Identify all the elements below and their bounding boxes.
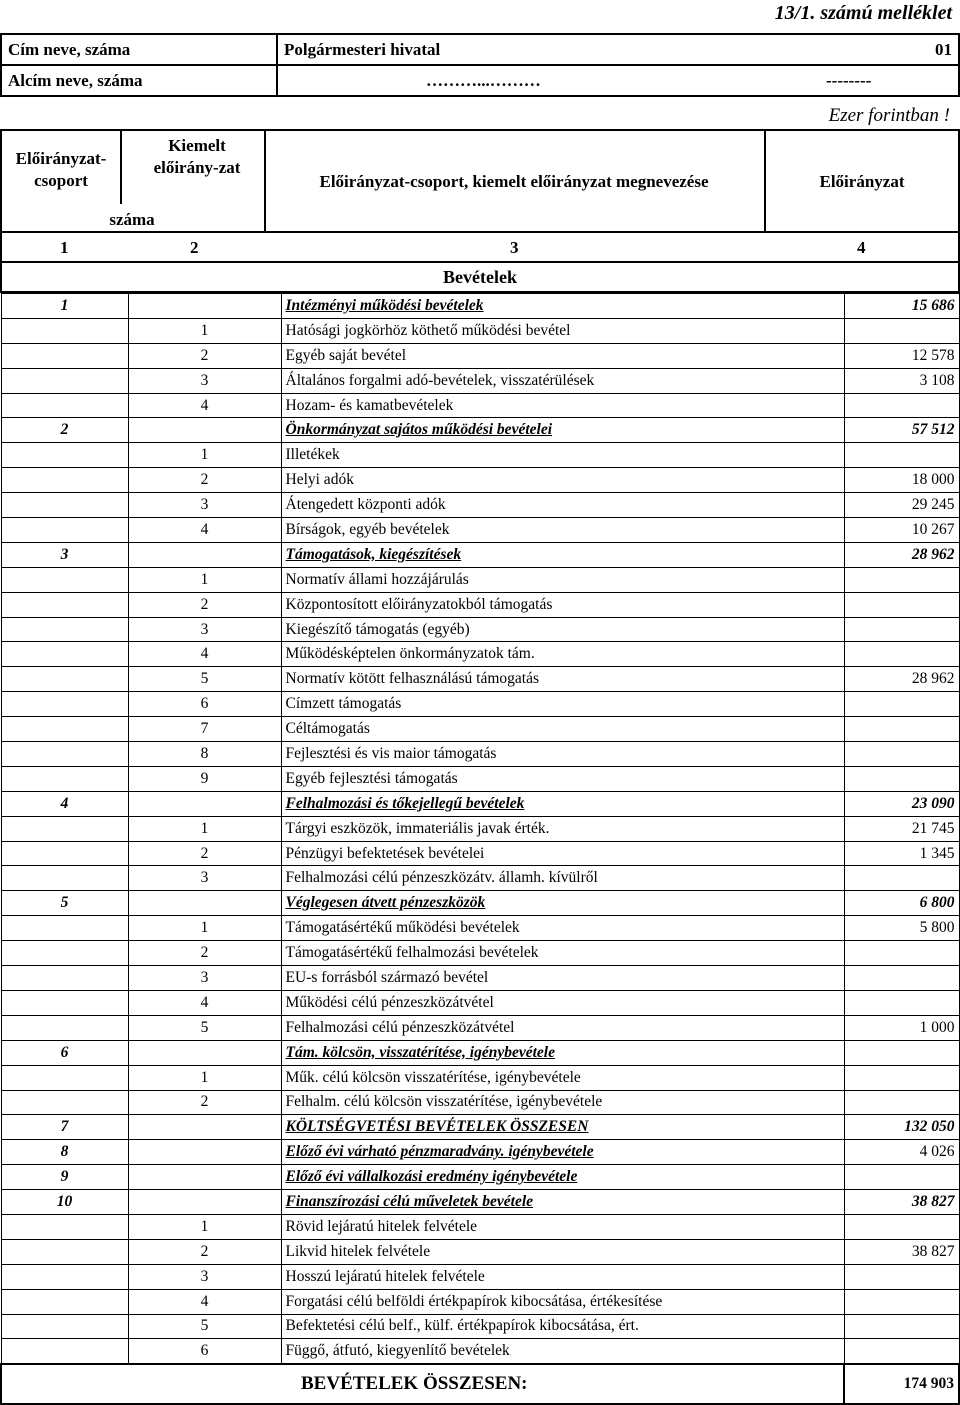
total-spacer	[1, 1364, 281, 1404]
group-number	[1, 368, 128, 393]
item-number: 4	[128, 393, 281, 418]
item-number	[128, 542, 281, 567]
item-row	[1, 692, 959, 717]
item-number: 3	[128, 1264, 281, 1289]
row-name: Helyi adók	[281, 468, 844, 493]
title-row	[1, 34, 959, 65]
item-number: 1	[128, 816, 281, 841]
row-name: Intézményi működési bevételek	[281, 294, 844, 319]
row-amount	[844, 941, 959, 966]
row-amount	[844, 567, 959, 592]
row-name: Támogatásértékű felhalmozási bevételek	[281, 941, 844, 966]
amount-header: Előirányzat	[819, 172, 905, 191]
row-name: Normatív kötött felhasználású támogatás	[281, 667, 844, 692]
row-name: Előző évi várható pénzmaradvány. igénybevétele	[281, 1140, 844, 1165]
row-name: Önkormányzat sajátos működési bevételei	[281, 418, 844, 443]
row-name: Fejlesztési és vis maior támogatás	[281, 742, 844, 767]
row-name: Általános forgalmi adó-bevételek, visszatérülések	[281, 368, 844, 393]
row-amount: 23 090	[844, 791, 959, 816]
item-row	[1, 1090, 959, 1115]
row-name: Likvid hitelek felvétele	[281, 1239, 844, 1264]
row-name: Műk. célú kölcsön visszatérítése, igénybevétele	[281, 1065, 844, 1090]
row-amount: 18 000	[844, 468, 959, 493]
item-number: 4	[128, 1289, 281, 1314]
item-number: 3	[128, 966, 281, 991]
item-number: 4	[128, 990, 281, 1015]
group-number	[1, 717, 128, 742]
item-row	[1, 941, 959, 966]
row-name: Céltámogatás	[281, 717, 844, 742]
total-amount: 174 903	[844, 1364, 959, 1404]
item-row	[1, 443, 959, 468]
row-name: Pénzügyi befektetések bevételei	[281, 841, 844, 866]
col-num-1: 1	[60, 238, 69, 257]
group-row	[1, 1040, 959, 1065]
item-number: 5	[128, 1015, 281, 1040]
item-row	[1, 343, 959, 368]
annex-title: 13/1. számú melléklet	[774, 2, 952, 24]
item-number: 1	[128, 916, 281, 941]
group-number	[1, 742, 128, 767]
item-row	[1, 841, 959, 866]
row-name: Tárgyi eszközök, immateriális javak érték.	[281, 816, 844, 841]
group-number	[1, 692, 128, 717]
group-number	[1, 592, 128, 617]
item-number: 1	[128, 1214, 281, 1239]
row-name: Finanszírozási célú műveletek bevétele	[281, 1190, 844, 1215]
item-number: 2	[128, 841, 281, 866]
row-name: Normatív állami hozzájárulás	[281, 567, 844, 592]
row-amount: 1 345	[844, 841, 959, 866]
item-number: 4	[128, 642, 281, 667]
row-name: Címzett támogatás	[281, 692, 844, 717]
row-amount: 10 267	[844, 518, 959, 543]
group-number	[1, 841, 128, 866]
row-name: Egyéb saját bevétel	[281, 343, 844, 368]
item-row	[1, 567, 959, 592]
row-name: Felhalmozási célú pénzeszközátv. államh. kívülről	[281, 866, 844, 891]
group-number	[1, 966, 128, 991]
row-name: Véglegesen átvett pénzeszközök	[281, 891, 844, 916]
column-numbers	[0, 233, 960, 263]
column-header	[0, 129, 960, 233]
row-amount	[844, 1314, 959, 1339]
row-amount: 28 962	[844, 542, 959, 567]
group-number: 2	[1, 418, 128, 443]
item-row	[1, 592, 959, 617]
group-number: 1	[1, 294, 128, 319]
item-number: 2	[128, 343, 281, 368]
row-amount	[844, 642, 959, 667]
col-num-2: 2	[190, 238, 199, 257]
group-number	[1, 518, 128, 543]
row-amount: 6 800	[844, 891, 959, 916]
group-number	[1, 1065, 128, 1090]
number-header: száma	[109, 210, 155, 229]
group-row	[1, 1165, 959, 1190]
group-row	[1, 1115, 959, 1140]
income-table	[0, 293, 960, 1405]
row-amount: 28 962	[844, 667, 959, 692]
row-name: Felhalm. célú kölcsön visszatérítése, igénybevétele	[281, 1090, 844, 1115]
row-amount	[844, 1214, 959, 1239]
row-amount	[844, 966, 959, 991]
row-name: Átengedett központi adók	[281, 493, 844, 518]
row-amount	[844, 617, 959, 642]
item-number	[128, 891, 281, 916]
group-number: 6	[1, 1040, 128, 1065]
item-number: 9	[128, 766, 281, 791]
row-amount	[844, 866, 959, 891]
item-row	[1, 766, 959, 791]
row-amount: 4 026	[844, 1140, 959, 1165]
row-amount: 3 108	[844, 368, 959, 393]
row-name: Egyéb fejlesztési támogatás	[281, 766, 844, 791]
highlighted-header: Kiemelt előirány-zat	[153, 136, 241, 177]
item-number: 6	[128, 1339, 281, 1364]
unit-label: Ezer forintban !	[828, 105, 950, 126]
row-amount: 15 686	[844, 294, 959, 319]
row-name: Működési célú pénzeszközátvétel	[281, 990, 844, 1015]
subtitle-row	[1, 65, 959, 96]
row-name: Kiegészítő támogatás (egyéb)	[281, 617, 844, 642]
item-row	[1, 493, 959, 518]
row-amount	[844, 1165, 959, 1190]
row-name: Előző évi vállalkozási eredmény igénybevétele	[281, 1165, 844, 1190]
name-header: Előirányzat-csoport, kiemelt előirányzat megnevezése	[319, 172, 709, 191]
item-number: 2	[128, 592, 281, 617]
row-amount	[844, 1339, 959, 1364]
row-amount: 132 050	[844, 1115, 959, 1140]
group-number	[1, 1015, 128, 1040]
group-number	[1, 916, 128, 941]
item-row	[1, 518, 959, 543]
group-number	[1, 1264, 128, 1289]
row-name: Függő, átfutó, kiegyenlítő bevételek	[281, 1339, 844, 1364]
row-amount	[844, 592, 959, 617]
row-name: Bírságok, egyéb bevételek	[281, 518, 844, 543]
group-number	[1, 1339, 128, 1364]
item-row	[1, 1264, 959, 1289]
subtitle-code: --------	[826, 65, 959, 96]
row-name: Rövid lejáratú hitelek felvétele	[281, 1214, 844, 1239]
row-name: Forgatási célú belföldi értékpapírok kibocsátása, értékesítése	[281, 1289, 844, 1314]
row-name: Működésképtelen önkormányzatok tám.	[281, 642, 844, 667]
item-number: 5	[128, 667, 281, 692]
item-row	[1, 318, 959, 343]
row-amount: 38 827	[844, 1239, 959, 1264]
row-amount: 57 512	[844, 418, 959, 443]
item-number	[128, 294, 281, 319]
col-num-4: 4	[857, 238, 866, 257]
item-number: 1	[128, 318, 281, 343]
title-value: Polgármesteri hivatal	[277, 34, 826, 65]
group-number	[1, 1314, 128, 1339]
group-number	[1, 667, 128, 692]
group-number	[1, 1289, 128, 1314]
item-row	[1, 1339, 959, 1364]
group-row	[1, 1190, 959, 1215]
item-number: 1	[128, 1065, 281, 1090]
row-name: Illetékek	[281, 443, 844, 468]
row-amount: 5 800	[844, 916, 959, 941]
item-number	[128, 418, 281, 443]
row-amount: 21 745	[844, 816, 959, 841]
divider	[120, 131, 122, 204]
row-name: Támogatásértékű működési bevételek	[281, 916, 844, 941]
item-row	[1, 966, 959, 991]
item-row	[1, 866, 959, 891]
group-row	[1, 418, 959, 443]
title-code: 01	[826, 34, 959, 65]
item-number	[128, 1190, 281, 1215]
row-amount	[844, 717, 959, 742]
title-label: Cím neve, száma	[1, 34, 277, 65]
row-name: Tám. kölcsön, visszatérítése, igénybevétele	[281, 1040, 844, 1065]
item-row	[1, 990, 959, 1015]
group-number	[1, 393, 128, 418]
row-amount	[844, 1264, 959, 1289]
row-name: Befektetési célú belf., külf. értékpapírok kibocsátása, ért.	[281, 1314, 844, 1339]
row-amount: 29 245	[844, 493, 959, 518]
item-number: 6	[128, 692, 281, 717]
group-number	[1, 941, 128, 966]
item-number	[128, 1165, 281, 1190]
header-table	[0, 33, 960, 97]
item-number	[128, 791, 281, 816]
group-number	[1, 1090, 128, 1115]
group-number: 8	[1, 1140, 128, 1165]
item-row	[1, 667, 959, 692]
group-number	[1, 866, 128, 891]
item-row	[1, 1314, 959, 1339]
group-number	[1, 816, 128, 841]
item-number	[128, 1040, 281, 1065]
item-number: 4	[128, 518, 281, 543]
group-number: 10	[1, 1190, 128, 1215]
subtitle-label: Alcím neve, száma	[1, 65, 277, 96]
group-number	[1, 493, 128, 518]
row-amount	[844, 1065, 959, 1090]
item-number: 2	[128, 941, 281, 966]
group-number	[1, 1214, 128, 1239]
item-number: 1	[128, 567, 281, 592]
group-number	[1, 617, 128, 642]
item-number: 2	[128, 1239, 281, 1264]
item-row	[1, 1015, 959, 1040]
item-row	[1, 642, 959, 667]
group-row	[1, 791, 959, 816]
group-number	[1, 318, 128, 343]
row-amount	[844, 692, 959, 717]
item-number: 3	[128, 493, 281, 518]
row-name: Támogatások, kiegészítések	[281, 542, 844, 567]
row-name: Hosszú lejáratú hitelek felvétele	[281, 1264, 844, 1289]
group-number: 3	[1, 542, 128, 567]
item-number: 8	[128, 742, 281, 767]
item-row	[1, 617, 959, 642]
row-amount: 12 578	[844, 343, 959, 368]
row-amount	[844, 1040, 959, 1065]
row-amount: 1 000	[844, 1015, 959, 1040]
section-title: Bevételek	[0, 263, 960, 293]
item-row	[1, 1239, 959, 1264]
total-row	[1, 1364, 959, 1404]
row-name: Hozam- és kamatbevételek	[281, 393, 844, 418]
item-row	[1, 468, 959, 493]
group-row	[1, 294, 959, 319]
item-number: 3	[128, 866, 281, 891]
group-number	[1, 1239, 128, 1264]
item-number: 2	[128, 1090, 281, 1115]
row-name: Felhalmozási és tőkejellegű bevételek	[281, 791, 844, 816]
item-number: 3	[128, 368, 281, 393]
item-number: 2	[128, 468, 281, 493]
item-row	[1, 368, 959, 393]
row-name: KÖLTSÉGVETÉSI BEVÉTELEK ÖSSZESEN	[281, 1115, 844, 1140]
row-name: Központosított előirányzatokból támogatás	[281, 592, 844, 617]
group-number	[1, 443, 128, 468]
item-row	[1, 1065, 959, 1090]
group-number	[1, 990, 128, 1015]
group-number: 7	[1, 1115, 128, 1140]
item-row	[1, 393, 959, 418]
row-name: EU-s forrásból származó bevétel	[281, 966, 844, 991]
item-row	[1, 742, 959, 767]
group-number	[1, 567, 128, 592]
item-number	[128, 1115, 281, 1140]
item-row	[1, 916, 959, 941]
group-row	[1, 891, 959, 916]
group-number	[1, 642, 128, 667]
group-number	[1, 468, 128, 493]
row-amount	[844, 393, 959, 418]
row-amount: 38 827	[844, 1190, 959, 1215]
group-row	[1, 542, 959, 567]
row-amount	[844, 742, 959, 767]
subtitle-value: ………...………	[277, 65, 826, 96]
item-row	[1, 717, 959, 742]
row-amount	[844, 1289, 959, 1314]
row-name: Felhalmozási célú pénzeszközátvétel	[281, 1015, 844, 1040]
item-number: 1	[128, 443, 281, 468]
col-num-3: 3	[510, 238, 519, 257]
row-amount	[844, 990, 959, 1015]
item-row	[1, 1289, 959, 1314]
item-number	[128, 1140, 281, 1165]
total-label: BEVÉTELEK ÖSSZESEN:	[281, 1364, 844, 1404]
item-number: 3	[128, 617, 281, 642]
group-number: 5	[1, 891, 128, 916]
group-row	[1, 1140, 959, 1165]
group-number: 4	[1, 791, 128, 816]
item-number: 7	[128, 717, 281, 742]
row-name: Hatósági jogkörhöz köthető működési bevétel	[281, 318, 844, 343]
item-number: 5	[128, 1314, 281, 1339]
row-amount	[844, 318, 959, 343]
row-amount	[844, 1090, 959, 1115]
item-row	[1, 1214, 959, 1239]
group-number	[1, 766, 128, 791]
group-number: 9	[1, 1165, 128, 1190]
item-row	[1, 816, 959, 841]
row-amount	[844, 766, 959, 791]
group-header: Előirányzat-csoport	[15, 149, 107, 190]
row-amount	[844, 443, 959, 468]
group-number	[1, 343, 128, 368]
